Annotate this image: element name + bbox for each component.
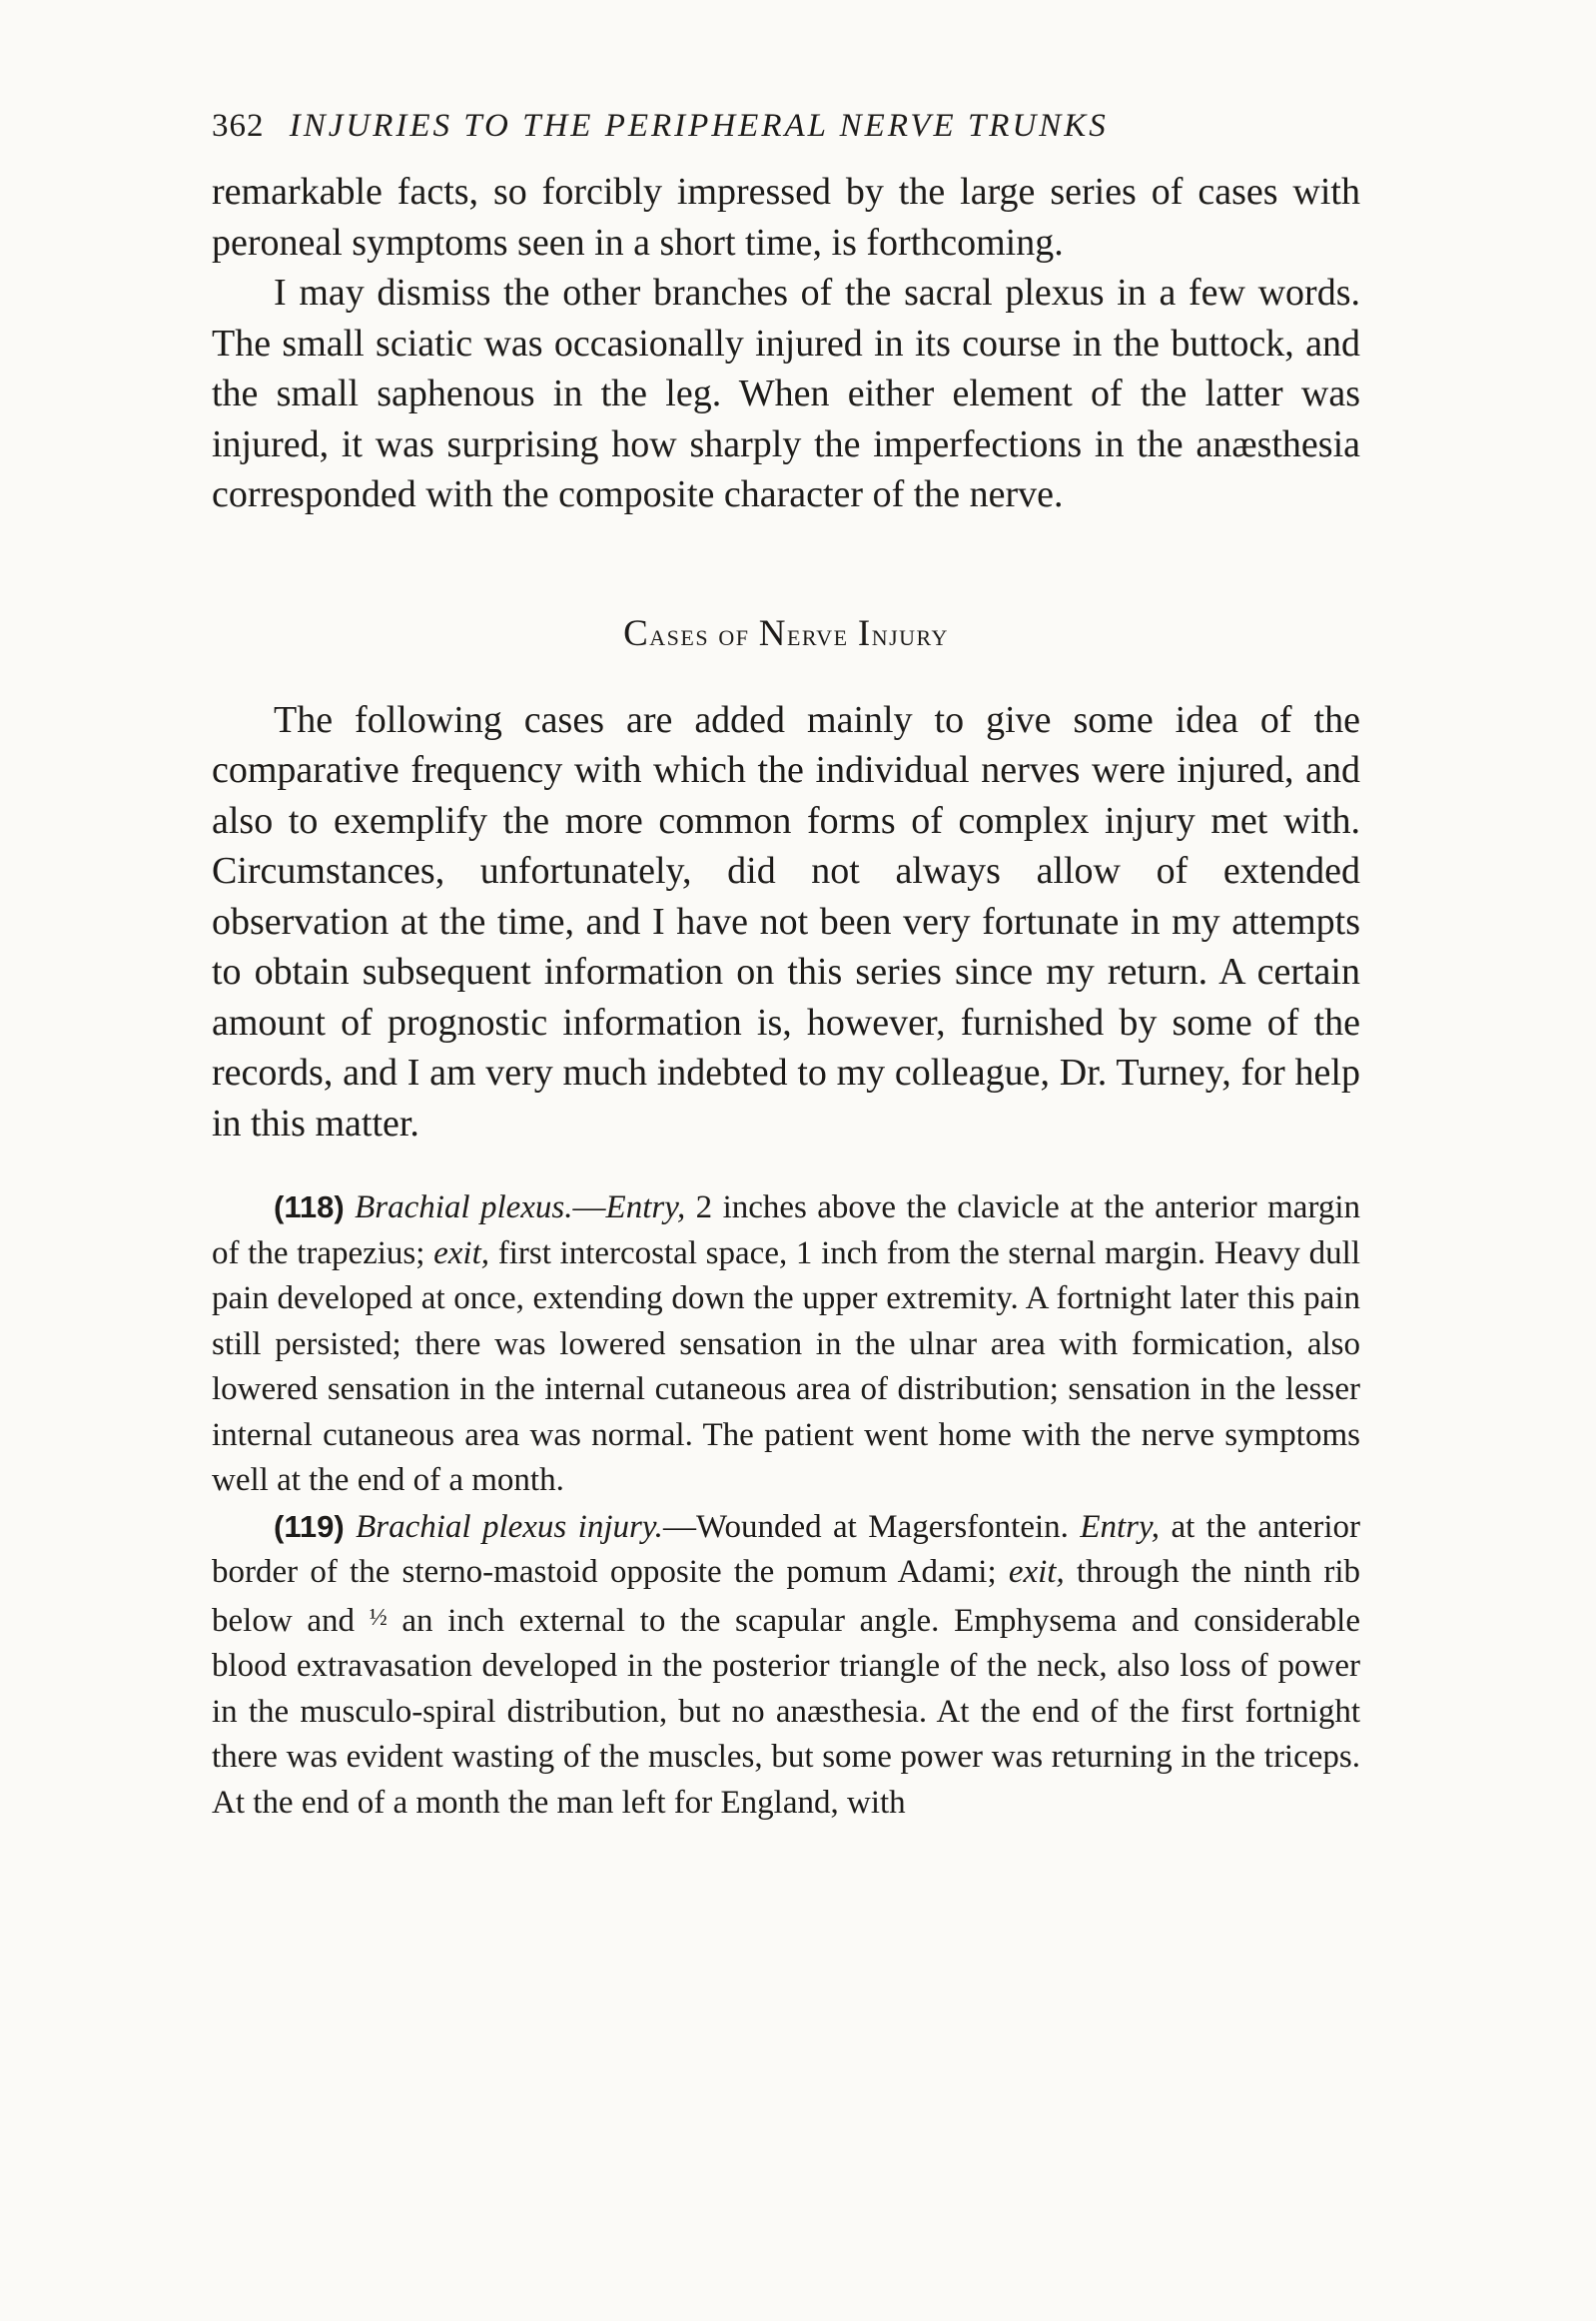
page-number: 362 <box>212 108 265 144</box>
section-heading <box>212 612 1360 655</box>
entry-label: Entry, <box>1080 1508 1161 1545</box>
case-number: (118) <box>274 1189 345 1224</box>
heading-word-3: Nerve <box>758 612 849 654</box>
exit-label: exit, <box>433 1234 490 1271</box>
case-number: (119) <box>274 1508 345 1544</box>
case-119: (119) Brachial plexus injury.—Wounded at Magersfontein. Entry, at the anterior border of the sterno-mastoid opposite the pomum Adami; exit, through the ninth rib below and ½ an inch external to the scapular angle. Emphysema and considerable blood extravasation developed in the posterior triangle of the neck, also loss of power in the musculo-spiral distribution, but no anæsthesia. At the end of the first fortnight there was evident wasting of the muscles, but some power was returning in the triceps. At the end of a month the man left for England, with <box>212 1508 1361 1821</box>
heading-word-2: of <box>718 616 750 652</box>
case-title: Brachial plexus. <box>355 1189 573 1225</box>
book-page <box>212 108 1360 1826</box>
running-title: INJURIES TO THE PERIPHERAL NERVE TRUNKS <box>289 108 1109 144</box>
heading-word-4: Injury <box>857 612 949 654</box>
exit-label: exit, <box>1008 1554 1065 1590</box>
paragraph-continuation: remarkable facts, so forcibly impressed by the large series of cases with peroneal symptoms seen in a short time, is forthcoming. <box>212 171 1360 264</box>
running-head <box>212 108 1360 145</box>
case-118: (118) Brachial plexus.—Entry, 2 inches above the clavicle at the anterior margin of the trapezius; exit, first intercostal space, 1 inch from the sternal margin. Heavy dull pain developed at once, extending down the upper extremity. A fortnight later this pain still persisted; there was lowered sensation in the ulnar area with formication, also lowered sensation in the internal cutaneous area of distribution; sensation in the lesser internal cutaneous area was normal. The patient went home with the nerve symptoms well at the end of a month. <box>212 1189 1361 1498</box>
half-fraction: ½ <box>369 1604 388 1631</box>
heading-word-1: Cases <box>623 612 710 654</box>
paragraph-sacral-plexus: I may dismiss the other branches of the sacral plexus in a few words. The small sciatic was occasionally injured in its course in the buttock, and the small saphenous in the leg. When either element of the latter was injured, it was surprising how sharply the imperfections in the anæsthesia corresponded with the composite character of the nerve. <box>212 272 1360 515</box>
section-intro: The following cases are added mainly to give some idea of the comparative frequency with which the individual nerves were injured, and also to exemplify the more common forms of complex injury met with. Circumstances, unfortunately, did not always allow of extended observation at the time, and I have not been very fortunate in my attempts to obtain subsequent information on this series since my return. A certain amount of prognostic information is, however, furnished by some of the records, and I am very much indebted to my colleague, Dr. Turney, for help in this matter. <box>212 698 1360 1145</box>
case-title: Brachial plexus injury. <box>356 1508 663 1545</box>
entry-label: Entry, <box>605 1189 686 1225</box>
